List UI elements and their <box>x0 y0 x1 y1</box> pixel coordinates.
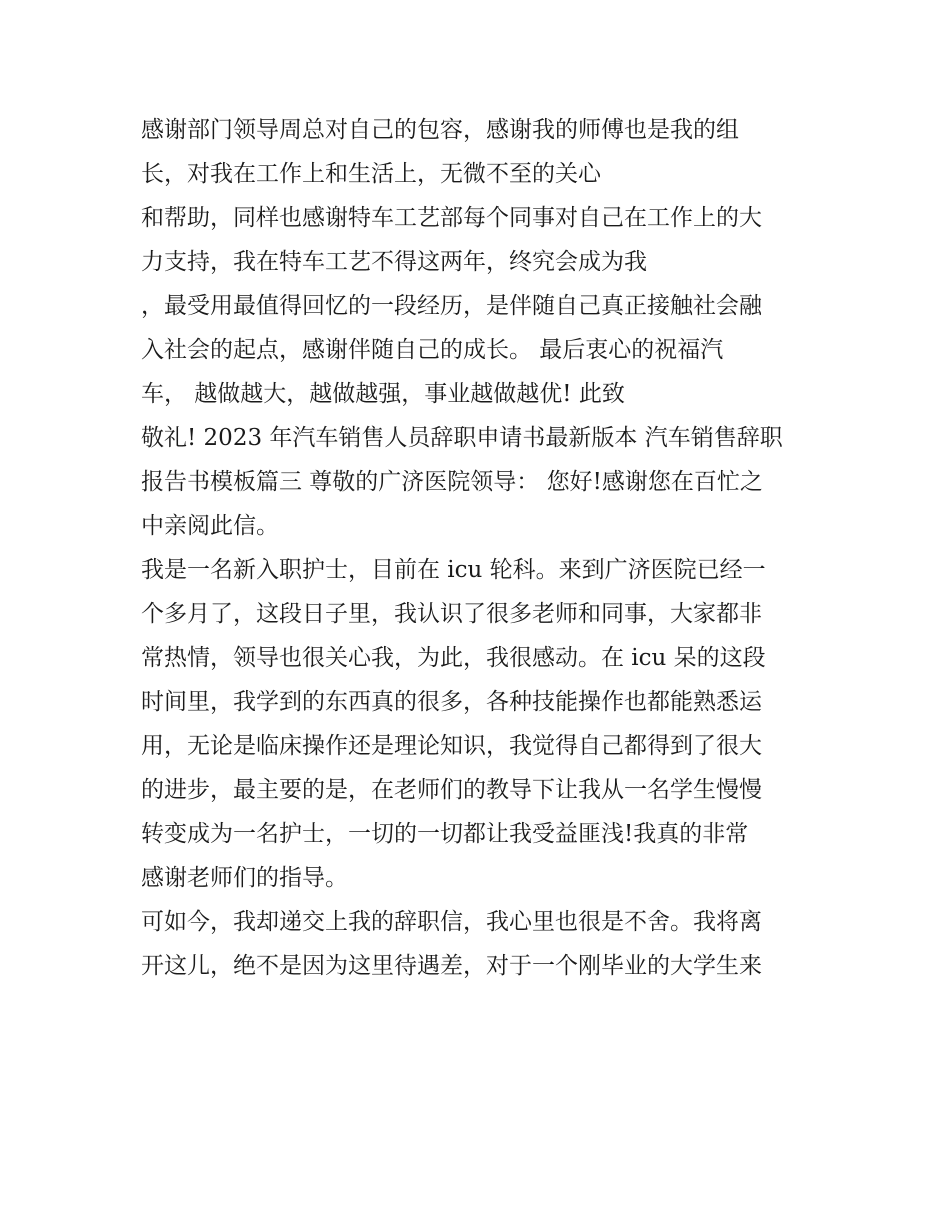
text-line: 力支持，我在特车工艺不得这两年，终究会成为我 <box>141 249 647 275</box>
text-line: 报告书模板篇三 尊敬的广济医院领导： 您好!感谢您在百忙之 <box>141 469 763 495</box>
text-line: 的进步，最主要的是，在老师们的教导下让我从一名学生慢慢 <box>141 777 762 803</box>
text-line: 长，对我在工作上和生活上，无微不至的关心 <box>141 161 601 187</box>
text-line: 车， 越做越大，越做越强，事业越做越优! 此致 <box>141 381 625 407</box>
text-line: 敬礼! 2023 年汽车销售人员辞职申请书最新版本 汽车销售辞职 <box>141 425 783 451</box>
text-line: 时间里，我学到的东西真的很多，各种技能操作也都能熟悉运 <box>141 689 762 715</box>
body-text <box>141 108 821 988</box>
text-line: 开这儿，绝不是因为这里待遇差，对于一个刚毕业的大学生来 <box>141 953 762 979</box>
text-line: 个多月了，这段日子里，我认识了很多老师和同事，大家都非 <box>141 601 762 627</box>
text-line: 转变成为一名护士，一切的一切都让我受益匪浅!我真的非常 <box>141 821 749 847</box>
text-line: 入社会的起点，感谢伴随自己的成长。 最后衷心的祝福汽 <box>141 337 724 363</box>
text-line: 感谢部门领导周总对自己的包容，感谢我的师傅也是我的组 <box>141 117 739 143</box>
text-line: 常热情，领导也很关心我，为此，我很感动。在 icu 呆的这段 <box>141 645 766 671</box>
text-line: 用，无论是临床操作还是理论知识，我觉得自己都得到了很大 <box>141 733 762 759</box>
text-line: 可如今，我却递交上我的辞职信，我心里也很是不舍。我将离 <box>141 909 762 935</box>
text-line: 感谢老师们的指导。 <box>141 865 348 891</box>
text-line: 中亲阅此信。 <box>141 513 279 539</box>
text-line: ，最受用最值得回忆的一段经历，是伴随自己真正接触社会融 <box>141 293 762 319</box>
text-line: 和帮助，同样也感谢特车工艺部每个同事对自己在工作上的大 <box>141 205 762 231</box>
text-line: 我是一名新入职护士，目前在 icu 轮科。来到广济医院已经一 <box>141 557 766 583</box>
